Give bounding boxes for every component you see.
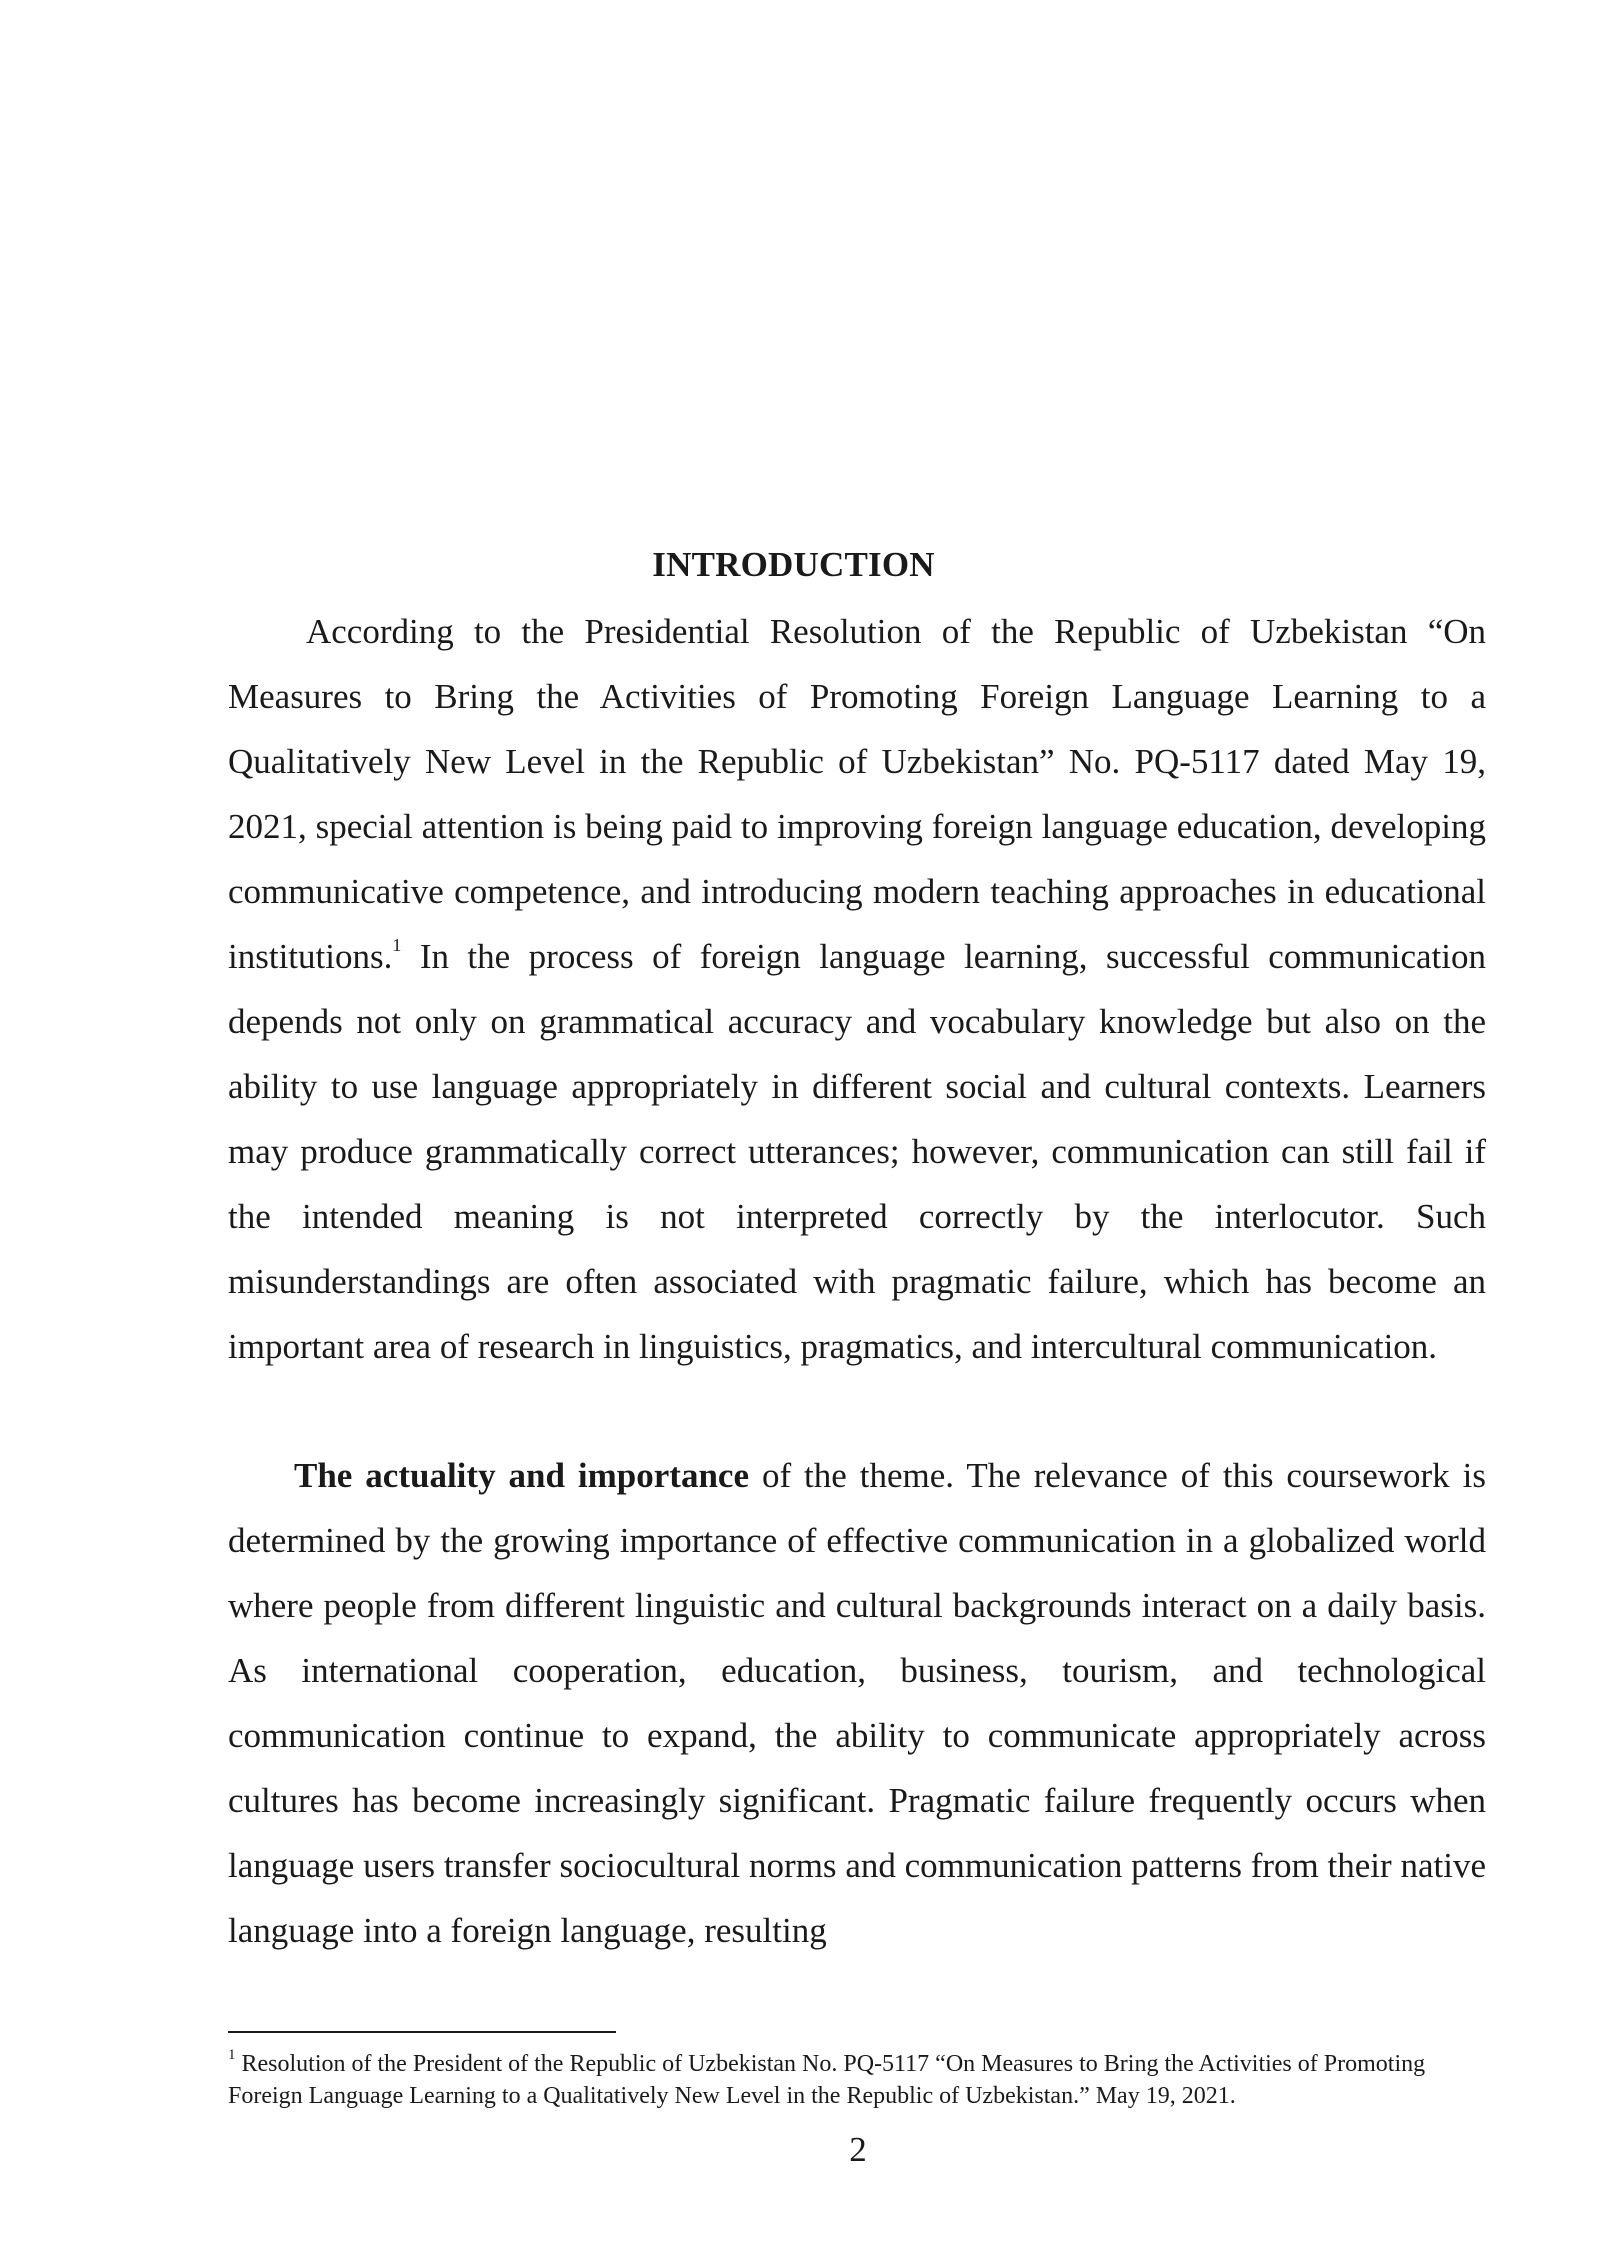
footnote-reference[interactable]: 1 [392, 935, 402, 956]
paragraph-2-text: of the theme. The relevance of this coursework is determined by the growing importance of effective communication in a globalized world where people from different linguistic and cultural backgrounds interact on a daily basis. As international cooperation, education, business, tourism, and technological communication continue to expand, the ability to communicate appropriately across cultures has become increasingly significant. Pragmatic failure frequently occurs when language users transfer sociocultural norms and communication patterns from their native language into a foreign language, resulting [228, 1456, 1486, 1950]
footnote [228, 2048, 1488, 2112]
section-heading: INTRODUCTION [652, 545, 935, 584]
intro-paragraph-2 [228, 1443, 1486, 1963]
paragraph-1-text-continued: In the process of foreign language learning, successful communication depends not only on grammatical accuracy and vocabulary knowledge but also on the ability to use language appropriately in different social and cultural contexts. Learners may produce grammatically correct utterances; however, communication can still fail if the intended meaning is not interpreted correctly by the interlocutor. Such misunderstandings are often associated with pragmatic failure, which has become an important area of research in linguistics, pragmatics, and intercultural communication. [228, 937, 1486, 1366]
paragraph-2-bold-lead: The actuality and importance [294, 1456, 749, 1495]
page-number: 2 [849, 2130, 867, 2169]
footnote-text: Resolution of the President of the Republic of Uzbekistan No. PQ-5117 “On Measures to Bring the Activities of Promoting Foreign Language Learning to a Qualitatively New Level in the Republic of Uzbekistan.” May 19, 2021. [228, 2051, 1426, 2109]
footnote-number: 1 [228, 2047, 236, 2063]
footnote-separator [228, 2031, 616, 2033]
intro-paragraph-1 [228, 599, 1486, 1379]
paragraph-1-text: According to the Presidential Resolution of the Republic of Uzbekistan “On Measures to Bring the Activities of Promoting Foreign Language Learning to a Qualitatively New Level in the Republic of Uzbekistan” No. PQ-5117 dated May 19, 2021, special attention is being paid to improving foreign language education, developing communicative competence, and introducing modern teaching approaches in educational institutions. [228, 612, 1486, 976]
